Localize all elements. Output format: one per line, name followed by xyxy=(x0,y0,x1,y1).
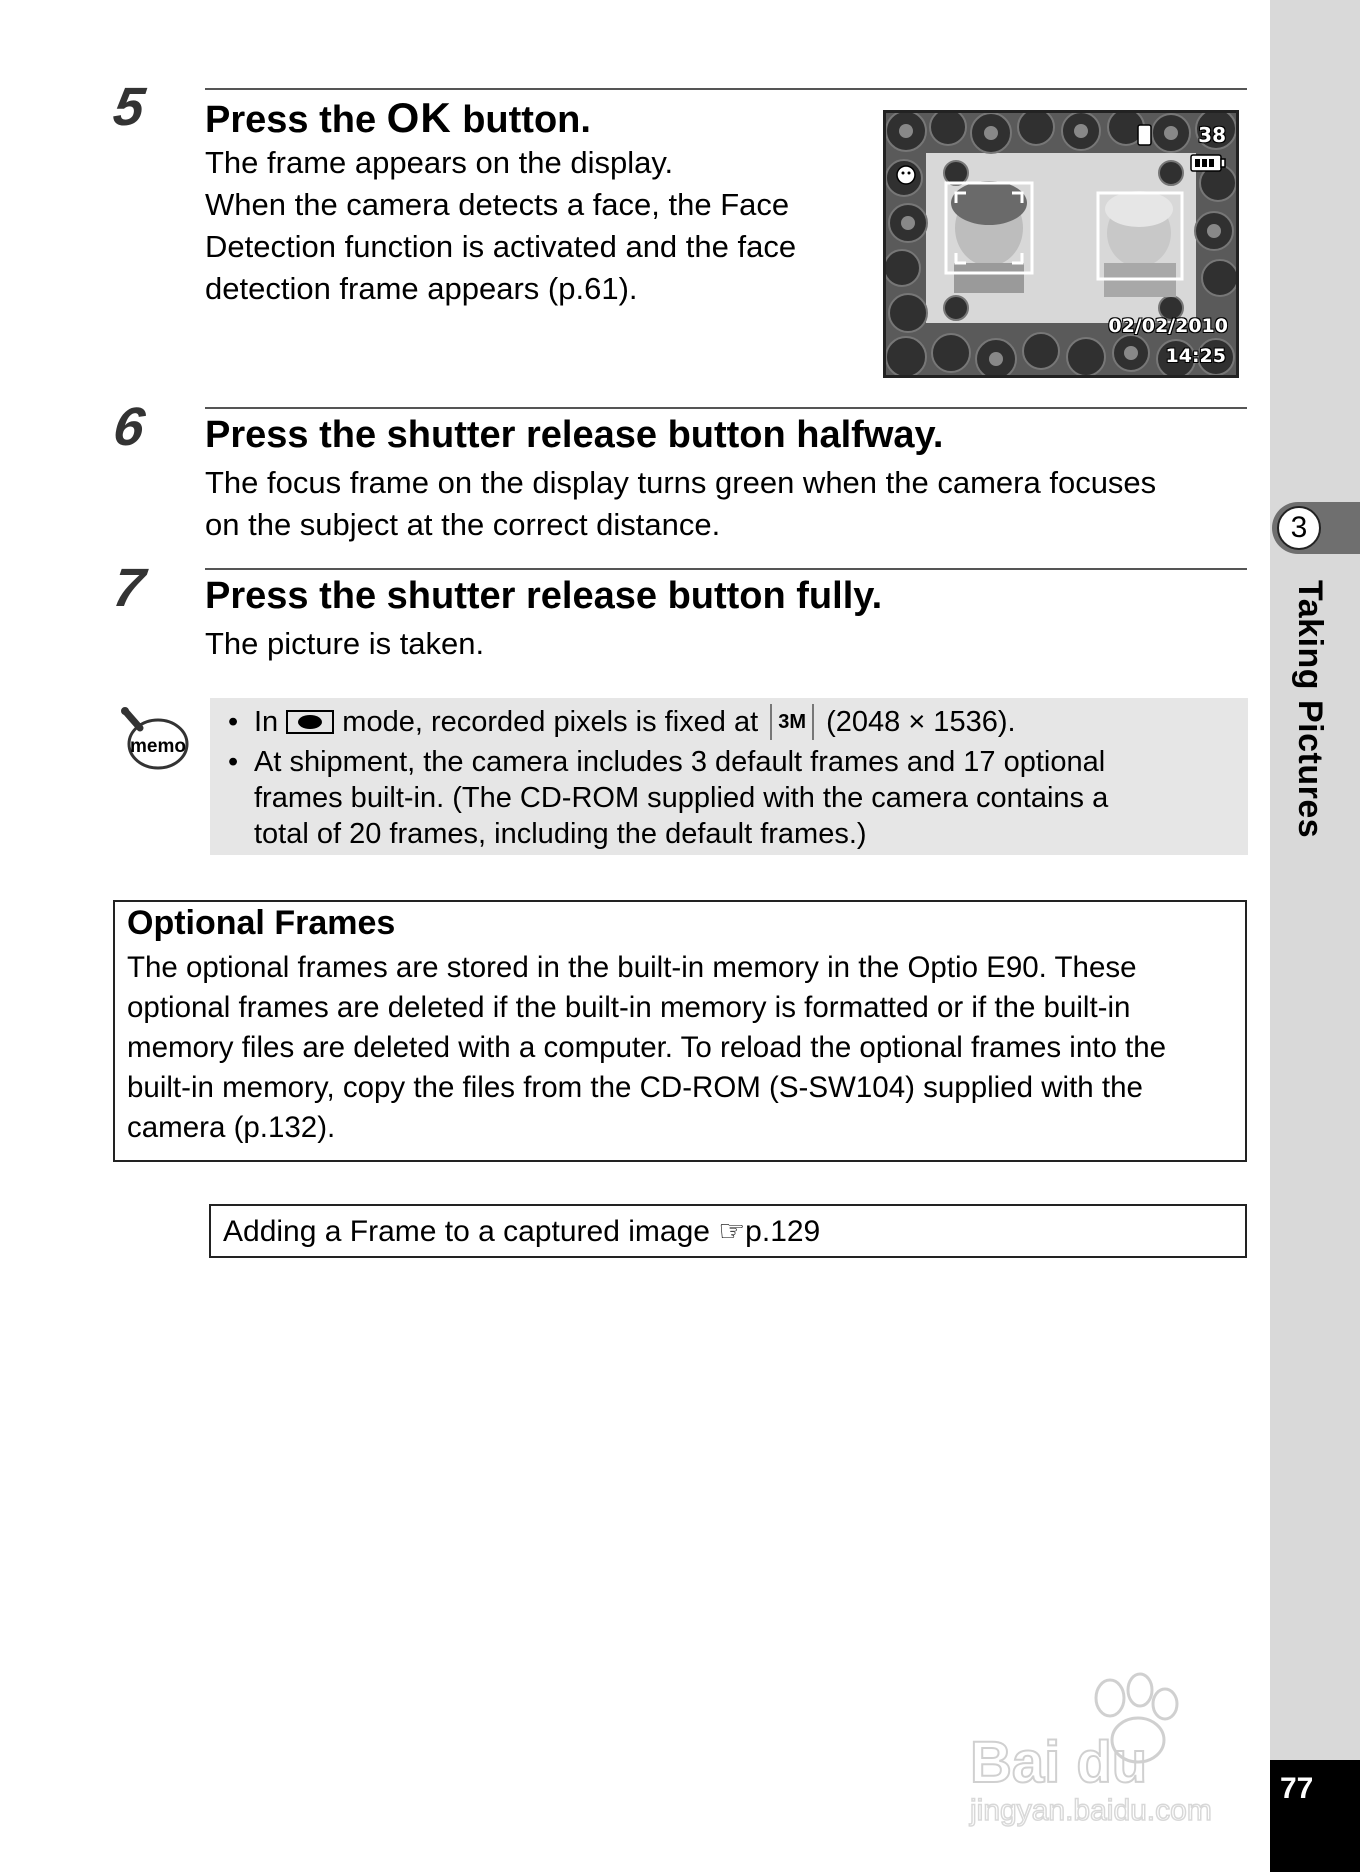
memo-icon-label: memo xyxy=(130,736,186,757)
step-5-body: The frame appears on the display. When the camera detects a face, the Face Detection function is activated and the face detection frame appears (p.61). xyxy=(205,145,797,306)
step-7-body: The picture is taken. xyxy=(205,626,485,661)
step-5-heading xyxy=(205,94,591,142)
step-6-divider xyxy=(205,407,1247,409)
step-7-number: 7 xyxy=(109,558,147,618)
ok-button-label: OK xyxy=(386,94,452,141)
step-6-heading: Press the shutter release button halfway. xyxy=(205,414,944,456)
step-7-divider xyxy=(205,568,1247,570)
chapter-side-band xyxy=(1270,0,1360,1872)
step-5-heading-pre: Press the xyxy=(205,99,387,141)
memo-item-fixed-resolution xyxy=(224,704,1234,740)
chapter-number: 3 xyxy=(1277,506,1321,550)
step-6-number: 6 xyxy=(109,397,147,457)
memo-item2-text: At shipment, the camera includes 3 default frames and 17 optional frames built-in. (The CD-ROM supplied with the camera contains a total of 20 frames, including the default frames.) xyxy=(254,746,1109,850)
memo-item1-mid: mode, recorded pixels is fixed at xyxy=(334,706,767,738)
camera-display-image xyxy=(883,110,1239,378)
chapter-title: Taking Pictures xyxy=(1291,580,1329,839)
memo-box xyxy=(210,698,1248,855)
step-5-heading-post: button. xyxy=(451,99,591,141)
shots-remaining-counter: 38 xyxy=(1198,123,1226,147)
memo-list xyxy=(224,704,1234,856)
step-5-divider xyxy=(205,88,1247,90)
step-6-body: The focus frame on the display turns green when the camera focuses on the subject at the correct distance. xyxy=(205,465,1157,542)
shooting-mode-icon xyxy=(286,710,334,734)
step-5-number: 5 xyxy=(109,77,147,137)
step-7-heading: Press the shutter release button fully. xyxy=(205,575,883,617)
bullet: • xyxy=(228,706,239,738)
resolution-3m-icon: 3M xyxy=(770,704,814,740)
optional-frames-text: The optional frames are stored in the built-in memory in the Optio E90. These optional frames are deleted if the built-in memory is formatted or if the built-in memory files are deleted with a computer. To reload the optional frames into the built-in memory, copy the files from the CD-ROM (S-SW104) supplied with the camera (p.132). xyxy=(127,951,1167,1144)
bullet: • xyxy=(228,746,239,778)
memo-item1-pre: In xyxy=(254,706,287,738)
watermark-brand: Bai du xyxy=(970,1730,1148,1795)
optional-frames-box xyxy=(113,900,1247,1162)
watermark-site: jingyan.baidu.com xyxy=(970,1794,1212,1827)
reference-box xyxy=(209,1204,1247,1258)
memo-item1-post: (2048 × 1536). xyxy=(818,706,1016,738)
page-number: 77 xyxy=(1280,1772,1314,1805)
optional-frames-title: Optional Frames xyxy=(127,904,396,942)
display-time: 14:25 xyxy=(1165,345,1226,367)
display-date: 02/02/2010 xyxy=(1108,315,1228,337)
baidu-watermark xyxy=(960,1660,1280,1830)
reference-link[interactable]: Adding a Frame to a captured image ☞p.129 xyxy=(223,1215,821,1248)
memo-icon xyxy=(118,706,190,774)
memo-item-default-frames xyxy=(224,744,1234,852)
